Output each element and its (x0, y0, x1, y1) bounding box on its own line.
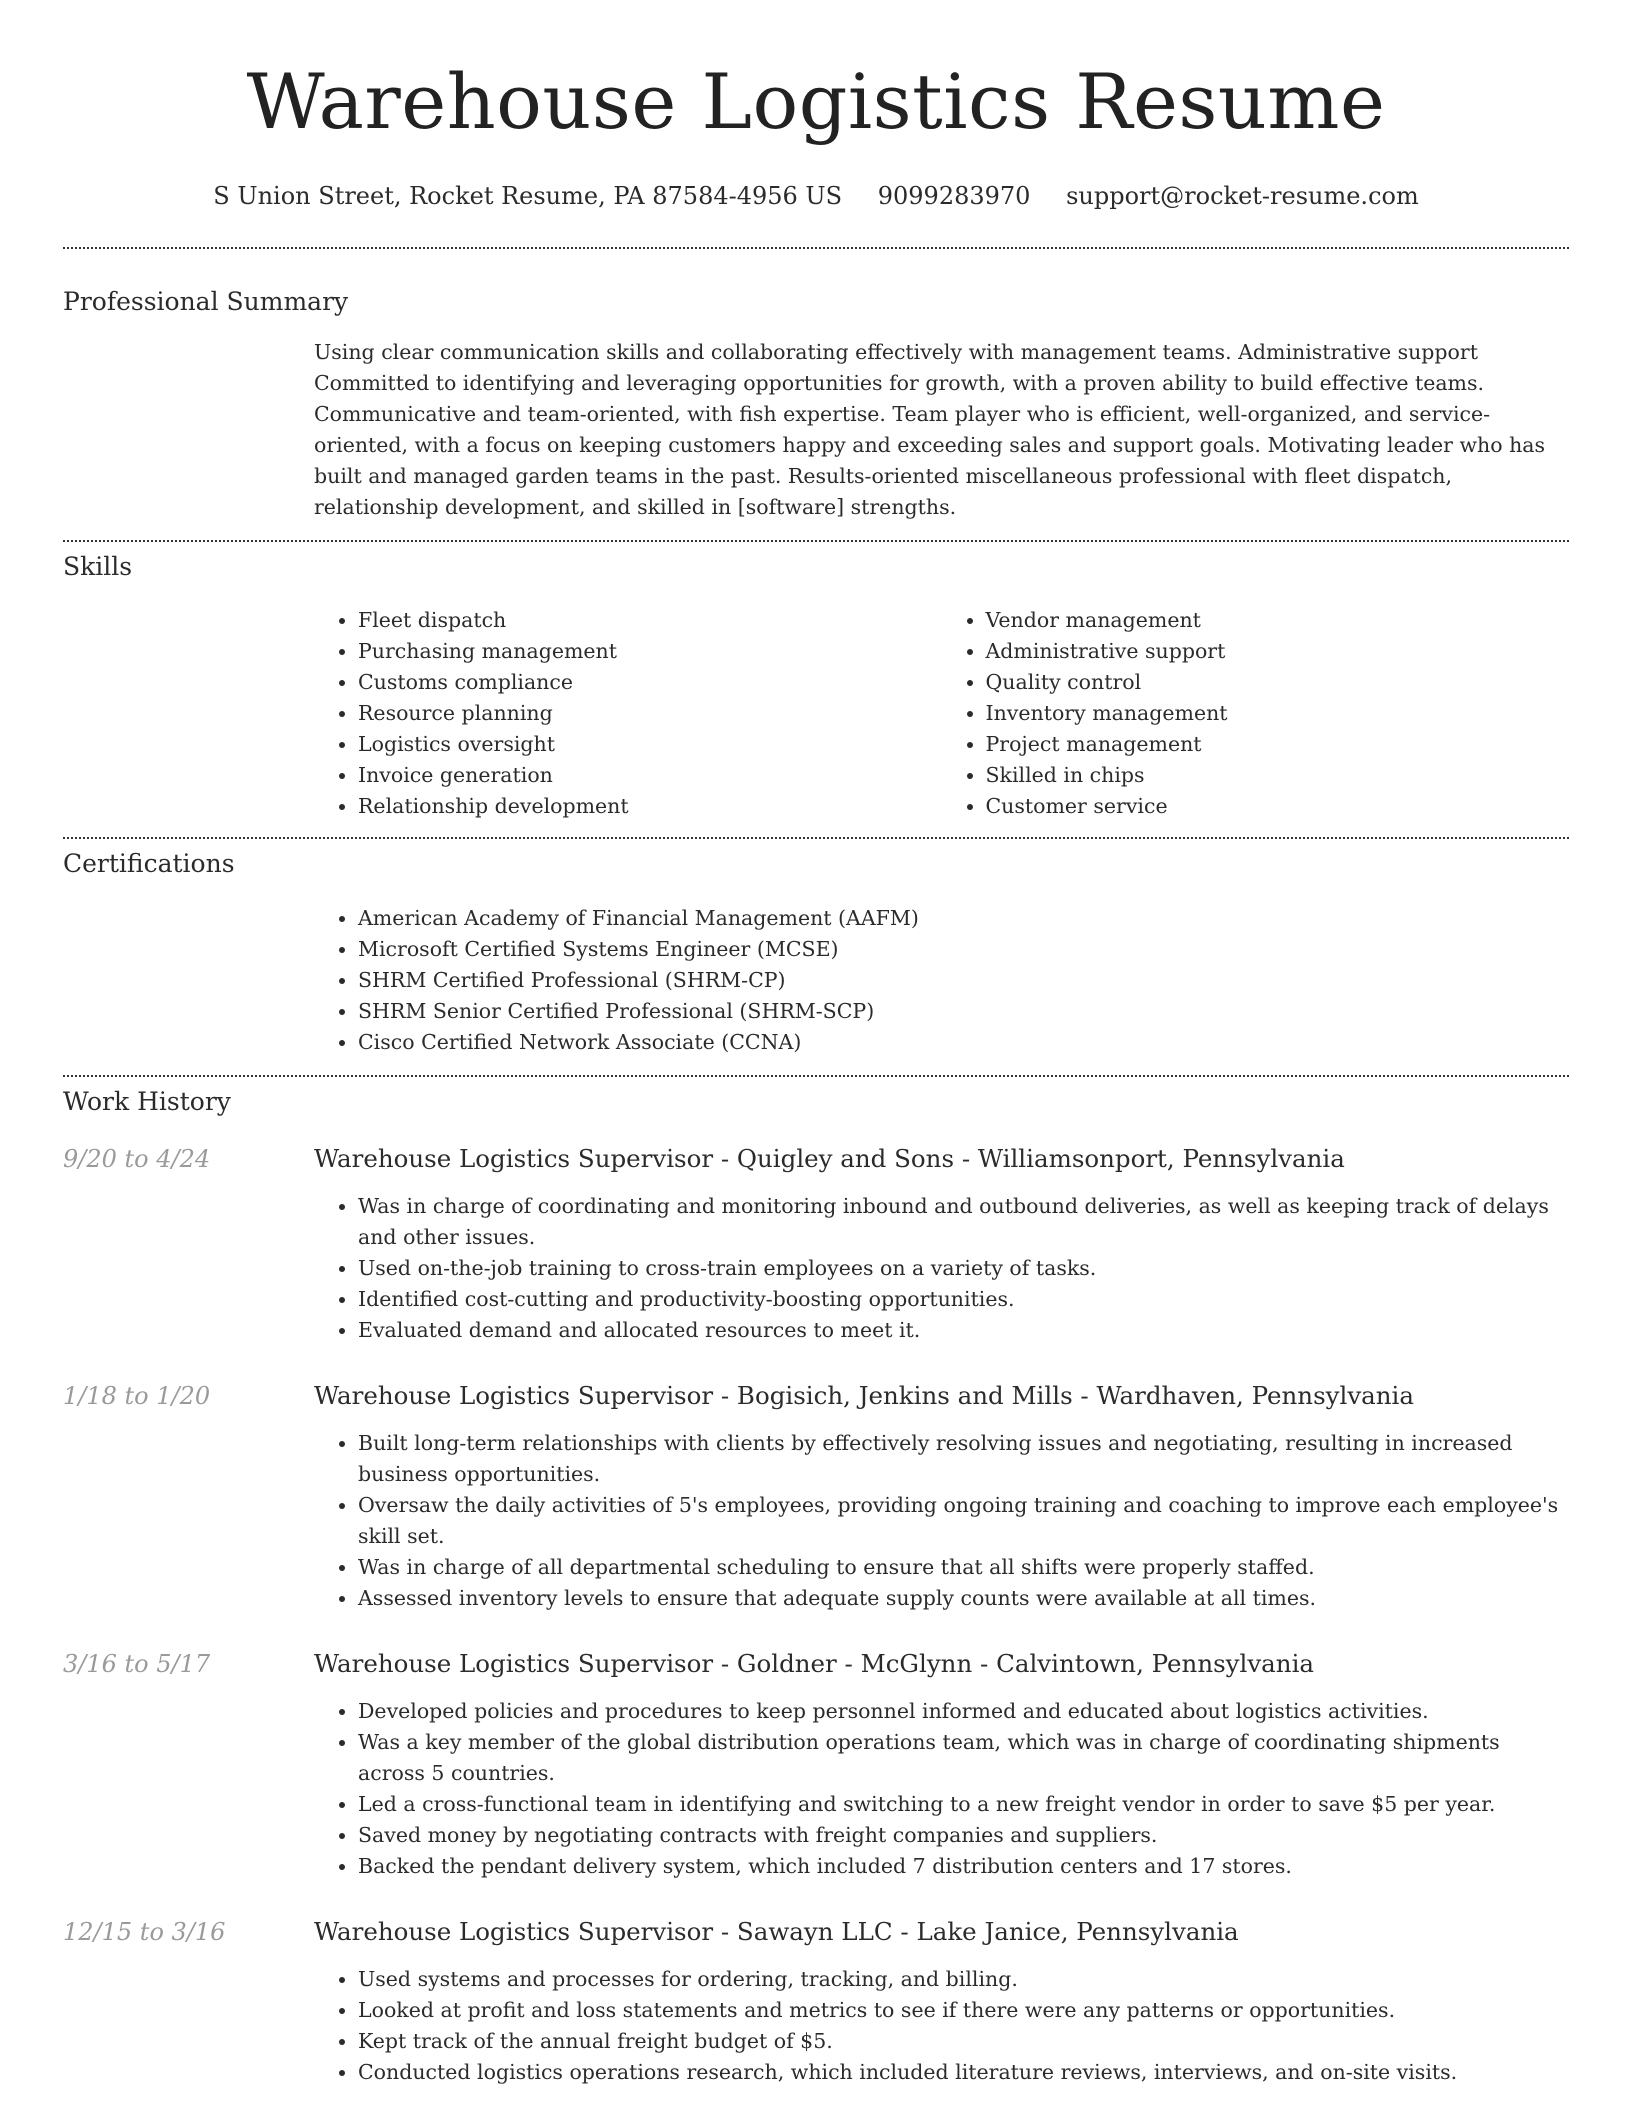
work-history-jobs (63, 1143, 1569, 2088)
job-dates: 9/20 to 4/24 (63, 1145, 211, 1173)
skill-item: • Project management (986, 729, 1570, 760)
job-entry (63, 1648, 1569, 1882)
job-bullets (314, 1191, 1569, 1346)
skill-item: • Quality control (986, 667, 1570, 698)
job-details (314, 1143, 1569, 1346)
job-bullet: • Built long-term relationships with clients by effectively resolving issues and negotiating, resulting in increased business opportunities. (358, 1428, 1569, 1490)
job-bullet: • Was a key member of the global distribution operations team, which was in charge of coordinating shipments across 5 countries. (358, 1727, 1569, 1789)
certification-item: • SHRM Senior Certified Professional (SHRM-SCP) (358, 996, 1569, 1027)
job-bullet: • Used systems and processes for ordering, tracking, and billing. (358, 1964, 1569, 1995)
job-bullet: • Oversaw the daily activities of 5's employees, providing ongoing training and coaching to improve each employee's skill set. (358, 1490, 1569, 1552)
job-dates: 3/16 to 5/17 (63, 1650, 211, 1678)
job-bullet: • Looked at profit and loss statements and metrics to see if there were any patterns or opportunities. (358, 1995, 1569, 2026)
job-heading: Warehouse Logistics Supervisor - Sawayn LLC - Lake Janice, Pennsylvania (314, 1917, 1239, 1946)
job-entry (63, 1916, 1569, 2088)
skill-item: • Skilled in chips (986, 760, 1570, 791)
summary-section (63, 249, 1569, 523)
job-heading: Warehouse Logistics Supervisor - Goldner - McGlynn - Calvintown, Pennsylvania (314, 1649, 1315, 1678)
certification-item: • American Academy of Financial Management (AAFM) (358, 903, 1569, 934)
job-bullet: • Kept track of the annual freight budget of $5. (358, 2026, 1569, 2057)
contact-email: support@rocket-resume.com (1066, 182, 1419, 210)
skill-item: • Relationship development (358, 791, 942, 822)
job-bullets (314, 1964, 1569, 2088)
contact-line (63, 180, 1569, 212)
job-bullet: • Assessed inventory levels to ensure that adequate supply counts were available at all times. (358, 1583, 1569, 1614)
skill-item: • Resource planning (358, 698, 942, 729)
skill-item: • Invoice generation (358, 760, 942, 791)
job-details (314, 1380, 1569, 1614)
job-dates: 1/18 to 1/20 (63, 1382, 211, 1410)
job-bullet: • Used on-the-job training to cross-train employees on a variety of tasks. (358, 1253, 1569, 1284)
skill-item: • Customer service (986, 791, 1570, 822)
work-history-title: Work History (63, 1087, 231, 1116)
job-entry (63, 1380, 1569, 1614)
job-details (314, 1916, 1569, 2088)
skill-item: • Vendor management (986, 605, 1570, 636)
work-history-section (63, 1077, 1569, 2088)
job-bullet: • Backed the pendant delivery system, which included 7 distribution centers and 17 stores. (358, 1851, 1569, 1882)
skill-item: • Administrative support (986, 636, 1570, 667)
job-bullet: • Led a cross-functional team in identifying and switching to a new freight vendor in order to save $5 per year. (358, 1789, 1569, 1820)
job-details (314, 1648, 1569, 1882)
job-dates: 12/15 to 3/16 (63, 1918, 226, 1946)
contact-phone: 9099283970 (877, 182, 1031, 210)
skill-item: • Logistics oversight (358, 729, 942, 760)
job-bullet: • Was in charge of coordinating and monitoring inbound and outbound deliveries, as well as keeping track of delays and other issues. (358, 1191, 1569, 1253)
certifications-list (314, 903, 1569, 1058)
job-bullets (314, 1696, 1569, 1882)
certifications-title: Certifications (63, 849, 235, 878)
summary-title: Professional Summary (63, 287, 349, 316)
certifications-section (63, 839, 1569, 1058)
certification-item: • Cisco Certified Network Associate (CCNA) (358, 1027, 1569, 1058)
job-bullets (314, 1428, 1569, 1614)
job-bullet: • Saved money by negotiating contracts with freight companies and suppliers. (358, 1820, 1569, 1851)
skill-item: • Fleet dispatch (358, 605, 942, 636)
skill-item: • Purchasing management (358, 636, 942, 667)
job-bullet: • Developed policies and procedures to keep personnel informed and educated about logistics activities. (358, 1696, 1569, 1727)
resume-name: Warehouse Logistics Resume (246, 57, 1386, 146)
summary-text: Using clear communication skills and collaborating effectively with management teams. Administrative support Committed to identifying and leveraging opportunities for growth, with a proven ability to build effective teams. Communicative and team-oriented, with fish expertise. Team player who is efficient, well-organized, and service-oriented, with a focus on keeping customers happy and exceeding sales and support goals. Motivating leader who has built and managed garden teams in the past. Results-oriented miscellaneous professional with fleet dispatch, relationship development, and skilled in [software] strengths. (314, 340, 1546, 519)
job-entry (63, 1143, 1569, 1346)
skills-column-right (942, 605, 1570, 822)
job-heading: Warehouse Logistics Supervisor - Bogisich, Jenkins and Mills - Wardhaven, Pennsylvania (314, 1381, 1414, 1410)
job-bullet: • Conducted logistics operations research, which included literature reviews, interviews, and on-site visits. (358, 2057, 1569, 2088)
skills-list (314, 605, 1569, 822)
skill-item: • Customs compliance (358, 667, 942, 698)
job-bullet: • Was in charge of all departmental scheduling to ensure that all shifts were properly staffed. (358, 1552, 1569, 1583)
skills-section (63, 542, 1569, 822)
job-heading: Warehouse Logistics Supervisor - Quigley and Sons - Williamsonport, Pennsylvania (314, 1144, 1345, 1173)
skills-column-left (314, 605, 942, 822)
job-bullet: • Identified cost-cutting and productivity-boosting opportunities. (358, 1284, 1569, 1315)
skills-title: Skills (63, 552, 133, 581)
job-bullet: • Evaluated demand and allocated resources to meet it. (358, 1315, 1569, 1346)
certification-item: • Microsoft Certified Systems Engineer (MCSE) (358, 934, 1569, 965)
contact-address: S Union Street, Rocket Resume, PA 87584-4956 US (213, 182, 843, 210)
certification-item: • SHRM Certified Professional (SHRM-CP) (358, 965, 1569, 996)
skill-item: • Inventory management (986, 698, 1570, 729)
certifications-items (314, 903, 1569, 1058)
